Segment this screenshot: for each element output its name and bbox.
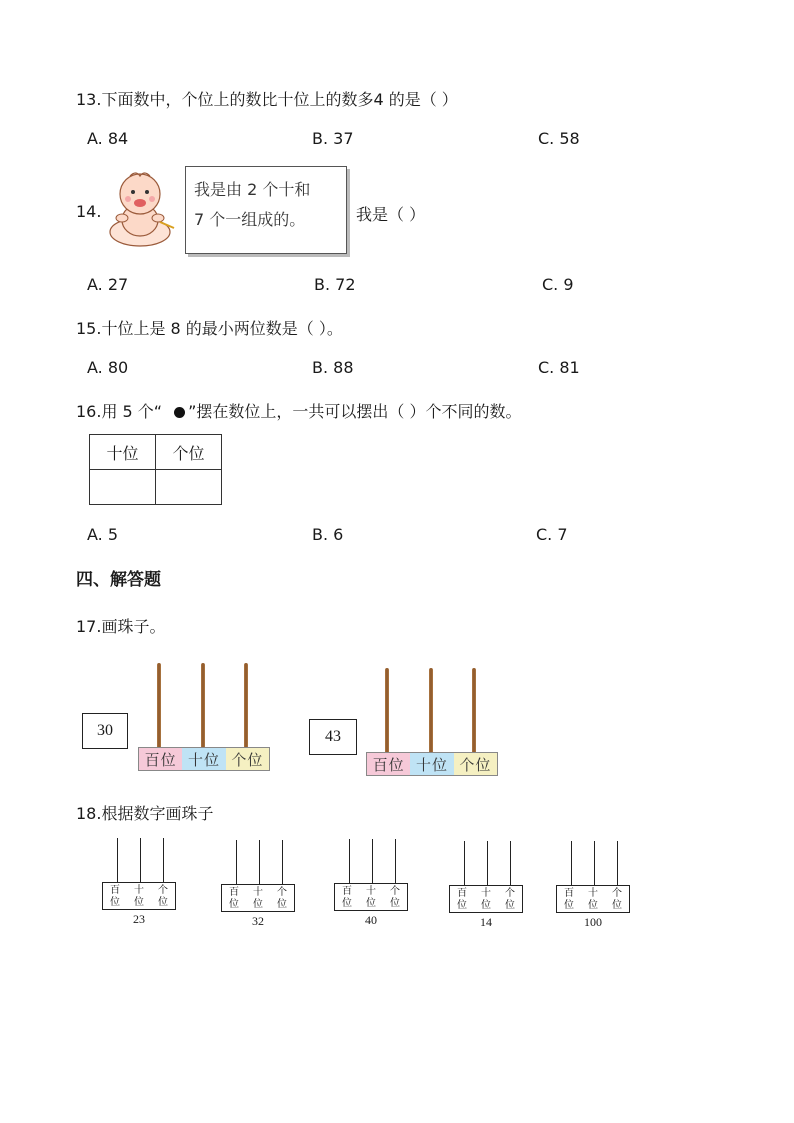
small-abacus-1-base: [102, 882, 176, 910]
q13-option-c: C. 58: [538, 129, 580, 148]
q13-option-a: A. 84: [87, 129, 129, 148]
q14-option-a: A. 27: [87, 275, 129, 294]
abacus-1-number-box: 30: [82, 713, 128, 749]
abacus-1-rod-hundreds: [157, 663, 161, 748]
small-abacus-5-label-ones: 个 位: [612, 888, 622, 911]
small-abacus-1-label-tens: 十 位: [134, 885, 144, 908]
small-abacus-4-label-hundreds: 百 位: [457, 888, 467, 911]
q15-option-b: B. 88: [312, 358, 354, 377]
header-ones: 个位: [156, 435, 222, 470]
section-title: 四、解答题: [76, 570, 161, 590]
small-abacus-5-rod-tens: [594, 841, 595, 885]
speech-card-line-1: 我是由 2 个十和: [194, 180, 311, 199]
small-abacus-5-base: [556, 885, 630, 913]
small-abacus-3-label-ones: 个 位: [390, 886, 400, 909]
q14-option-b: B. 72: [314, 275, 356, 294]
q16-text-after: ”摆在数位上，一共可以摆出（ ）个不同的数。: [188, 402, 522, 421]
small-abacus-3-rod-hundreds: [349, 839, 350, 883]
cell-ones: [156, 470, 222, 505]
abacus-2-label-ones: 个位: [454, 753, 497, 775]
small-abacus-1-rod-tens: [140, 838, 141, 882]
q16-option-a: A. 5: [87, 525, 119, 544]
small-abacus-2-label-tens: 十 位: [253, 887, 263, 910]
abacus-2-rod-tens: [429, 668, 433, 753]
small-abacus-3-label-tens: 十 位: [366, 886, 376, 909]
q15-option-c: C. 81: [538, 358, 580, 377]
abacus-2-rod-hundreds: [385, 668, 389, 753]
abacus-2-base: [366, 752, 498, 776]
small-abacus-2-rod-tens: [259, 840, 260, 884]
speech-card-line-2: 7 个一组成的。: [194, 210, 306, 229]
small-abacus-1-rod-hundreds: [117, 838, 118, 882]
small-abacus-5-rod-ones: [617, 841, 618, 885]
q14-number: 14.: [76, 202, 102, 221]
abacus-1-rod-tens: [201, 663, 205, 748]
q18-text: 18.根据数字画珠子: [76, 804, 214, 823]
small-abacus-3-base: [334, 883, 408, 911]
small-abacus-4-label-tens: 十 位: [481, 888, 491, 911]
abacus-1-label-hundreds: 百位: [139, 748, 182, 770]
abacus-1-rod-ones: [244, 663, 248, 748]
q15-option-a: A. 80: [87, 358, 129, 377]
header-tens: 十位: [90, 435, 156, 470]
abacus-1-label-ones: 个位: [226, 748, 269, 770]
small-abacus-1-label-ones: 个 位: [158, 885, 168, 908]
abacus-1-base: [138, 747, 270, 771]
small-abacus-4-number: 14: [480, 915, 492, 929]
small-abacus-2-label-ones: 个 位: [277, 887, 287, 910]
small-abacus-5-label-hundreds: 百 位: [564, 888, 574, 911]
small-abacus-5-rod-hundreds: [571, 841, 572, 885]
q13-text: 13.下面数中，个位上的数比十位上的数多4 的是（ ）: [76, 90, 458, 109]
small-abacus-3-number: 40: [365, 913, 377, 927]
small-abacus-2-number: 32: [252, 914, 264, 928]
small-abacus-2-rod-ones: [282, 840, 283, 884]
q16-text-before: 16.用 5 个“: [76, 402, 163, 421]
q15-text: 15.十位上是 8 的最小两位数是（ ）。: [76, 319, 343, 338]
small-abacus-4-rod-tens: [487, 841, 488, 885]
small-abacus-4-rod-ones: [510, 841, 511, 885]
small-abacus-2-base: [221, 884, 295, 912]
small-abacus-5-number: 100: [584, 915, 602, 929]
q13-option-b: B. 37: [312, 129, 354, 148]
q14-option-c: C. 9: [542, 275, 574, 294]
small-abacus-1-rod-ones: [163, 838, 164, 882]
small-abacus-5-label-tens: 十 位: [588, 888, 598, 911]
abacus-2-number-box: 43: [309, 719, 357, 755]
abacus-2-label-hundreds: 百位: [367, 753, 410, 775]
q16-option-c: C. 7: [536, 525, 568, 544]
abacus-2-rod-ones: [472, 668, 476, 753]
abacus-2-label-tens: 十位: [410, 753, 453, 775]
small-abacus-1-label-hundreds: 百 位: [110, 885, 120, 908]
q16-option-b: B. 6: [312, 525, 344, 544]
speech-card: [185, 166, 347, 254]
q16-text: [76, 399, 521, 422]
small-abacus-4-rod-hundreds: [464, 841, 465, 885]
baby-illustration: [100, 168, 180, 250]
abacus-1-label-tens: 十位: [182, 748, 225, 770]
bead-dot-icon: [174, 407, 185, 418]
place-value-table: [89, 434, 222, 505]
cell-tens: [90, 470, 156, 505]
q14-tail: 我是（ ）: [356, 205, 426, 224]
small-abacus-2-rod-hundreds: [236, 840, 237, 884]
small-abacus-4-base: [449, 885, 523, 913]
small-abacus-3-rod-tens: [372, 839, 373, 883]
small-abacus-3-label-hundreds: 百 位: [342, 886, 352, 909]
small-abacus-4-label-ones: 个 位: [505, 888, 515, 911]
small-abacus-1-number: 23: [133, 912, 145, 926]
q17-text: 17.画珠子。: [76, 617, 166, 636]
small-abacus-3-rod-ones: [395, 839, 396, 883]
small-abacus-2-label-hundreds: 百 位: [229, 887, 239, 910]
